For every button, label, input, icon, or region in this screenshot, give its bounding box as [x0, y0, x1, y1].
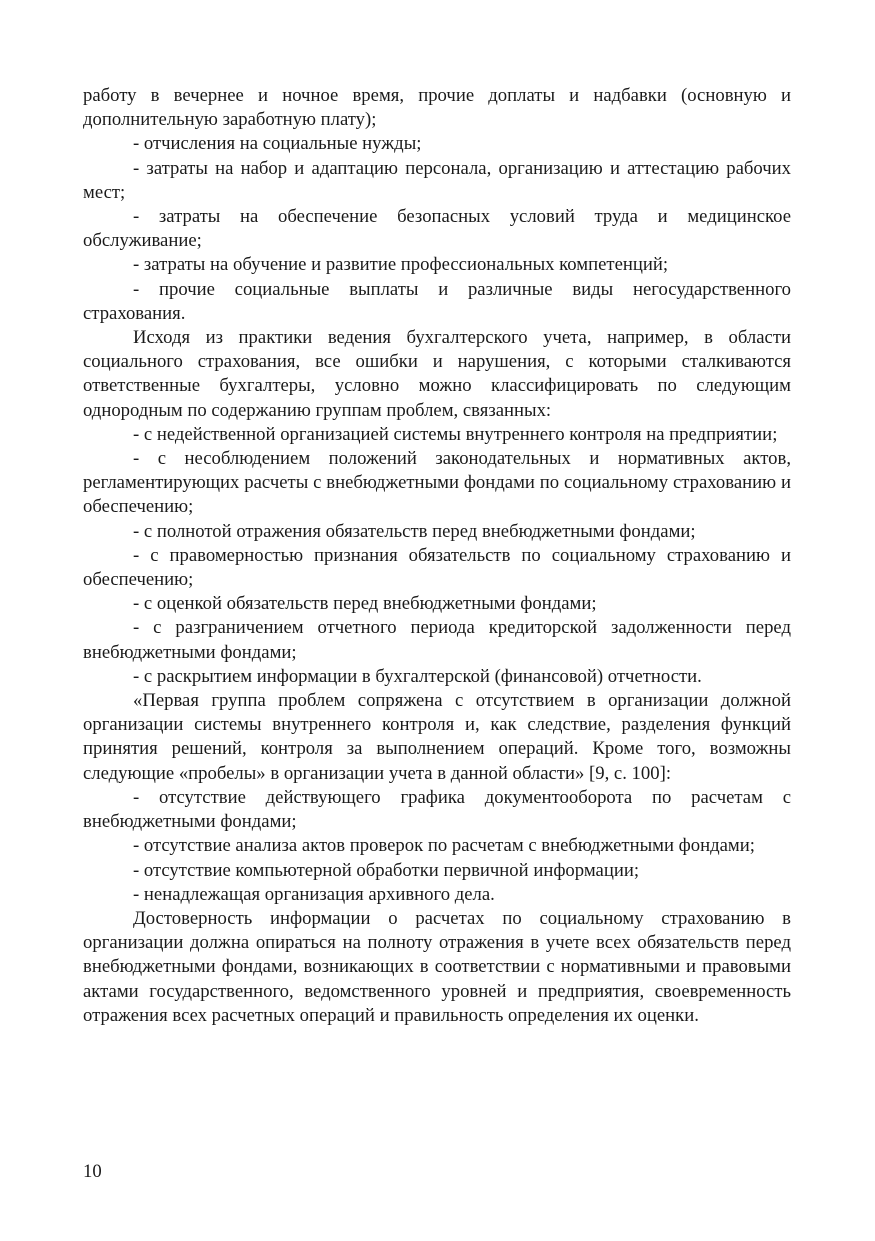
page-number: 10	[83, 1161, 102, 1182]
paragraph-continuation: работу в вечернее и ночное время, прочие доплаты и надбавки (основную и дополнительную заработную плату);	[83, 85, 791, 131]
list-item-document-flow: - отсутствие действующего графика документооборота по расчетам с внебюджетными фондами;	[83, 786, 791, 833]
paragraph-classification-intro: Исходя из практики ведения бухгалтерского учета, например, в области социального страхования, все ошибки и нарушения, с которыми сталкиваются ответственные бухгалтеры, условно можно классифицировать по следующим однородным по содержанию группам проблем, связанных:	[83, 327, 791, 421]
paragraph-first-group-quote: «Первая группа проблем сопряжена с отсутствием в организации должной организации системы внутреннего контроля и, как следствие, разделения функций принятия решений, контроля за выполнением операций. Кроме того, возможны следующие «пробелы» в организации учета в данной области» [9, с. 100]:	[83, 690, 791, 784]
list-item-legislation: - с несоблюдением положений законодательных и нормативных актов, регламентирующих расчеты с внебюджетными фондами по социальному страхованию и обеспечению;	[83, 448, 791, 518]
list-item-audit-analysis: - отсутствие анализа актов проверок по расчетам с внебюджетными фондами;	[133, 835, 755, 857]
list-item-lawfulness: - с правомерностью признания обязательств по социальному страхованию и обеспечению;	[83, 544, 791, 591]
list-item-social-deductions: - отчисления на социальные нужды;	[133, 133, 422, 155]
list-item-computer-processing: - отсутствие компьютерной обработки первичной информации;	[133, 859, 640, 881]
body-text	[83, 84, 791, 1028]
list-item-valuation: - с оценкой обязательств перед внебюджетными фондами;	[133, 593, 597, 615]
list-item-completeness: - с полнотой отражения обязательств перед внебюджетными фондами;	[133, 520, 696, 542]
list-item-training-costs: - затраты на обучение и развитие профессиональных компетенций;	[133, 254, 669, 276]
list-item-other-payments: - прочие социальные выплаты и различные виды негосударственного страхования.	[83, 278, 791, 324]
list-item-archive: - ненадлежащая организация архивного дела.	[133, 883, 495, 905]
list-item-recruitment-costs: - затраты на набор и адаптацию персонала, организацию и аттестацию рабочих мест;	[83, 157, 791, 203]
list-item-period-cutoff: - с разграничением отчетного периода кредиторской задолженности перед внебюджетными фондами;	[83, 617, 791, 663]
list-item-internal-control: - с недейственной организацией системы внутреннего контроля на предприятии;	[133, 423, 778, 445]
paragraph-reliability: Достоверность информации о расчетах по социальному страхованию в организации должна опираться на полноту отражения в учете всех обязательств перед внебюджетными фондами, возникающих в соответствии с нормативными и правовыми актами государственного, ведомственного уровней и предприятия, своевременность отражения всех расчетных операций и правильность определения их оценки.	[83, 907, 791, 1026]
list-item-disclosure: - с раскрытием информации в бухгалтерской (финансовой) отчетности.	[133, 665, 702, 687]
list-item-safety-costs: - затраты на обеспечение безопасных условий труда и медицинское обслуживание;	[83, 206, 791, 252]
